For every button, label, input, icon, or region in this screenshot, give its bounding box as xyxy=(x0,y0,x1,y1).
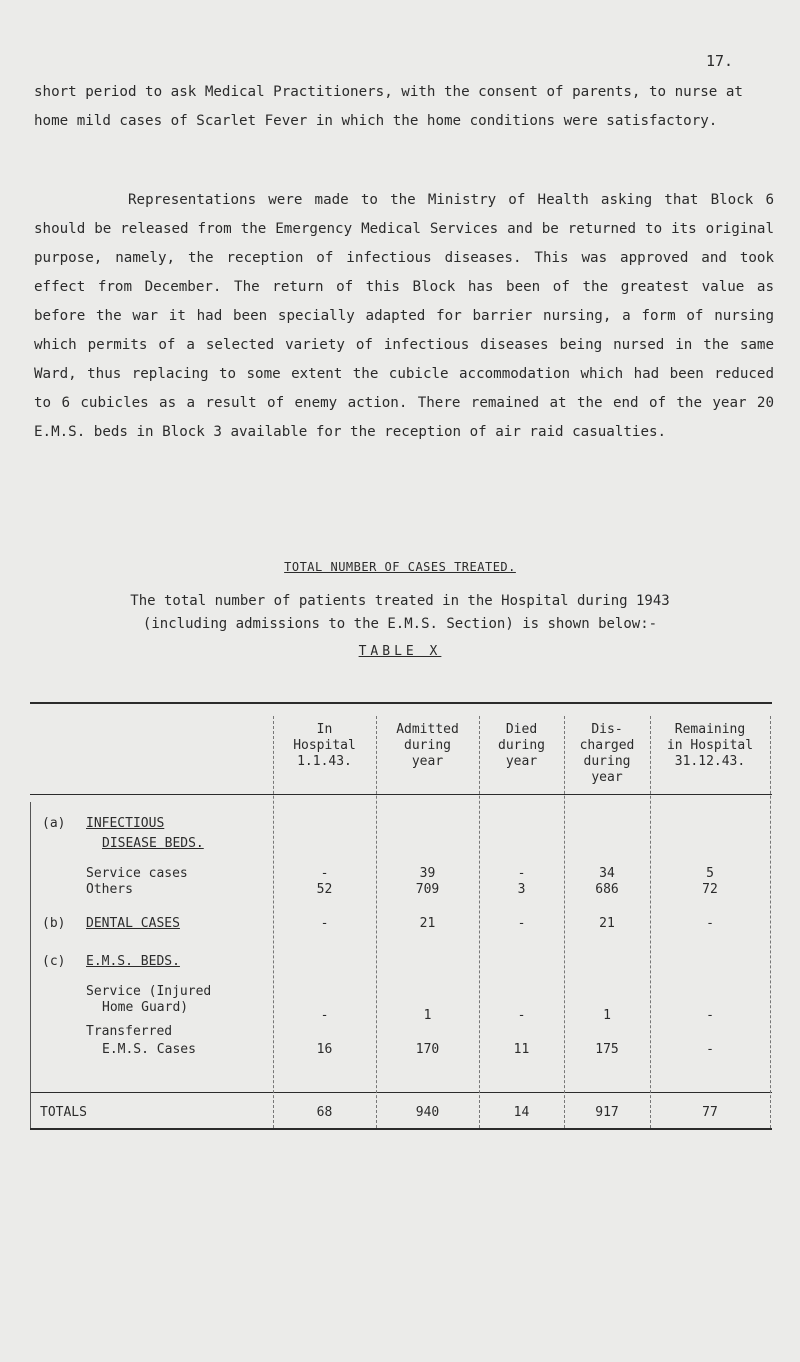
intro-line-2: (including admissions to the E.M.S. Section) is shown below:- xyxy=(142,616,658,632)
intro-line-1: The total number of patients treated in the Hospital during 1943 xyxy=(130,593,670,609)
table-left-border xyxy=(30,802,31,1128)
table-intro xyxy=(0,590,800,636)
row-label-line1: Transferred xyxy=(86,1024,173,1039)
table-right-border xyxy=(770,716,771,1128)
section-b-prefix: (b) xyxy=(42,916,66,931)
header-died: Died during year xyxy=(498,722,545,769)
header-in-hospital: In Hospital 1.1.43. xyxy=(293,722,356,769)
header-remaining: Remaining in Hospital 31.12.43. xyxy=(666,722,754,769)
header-admitted: Admitted during year xyxy=(396,722,459,769)
section-a-title-line1: INFECTIOUS xyxy=(86,816,165,831)
paragraph-scarlet-fever: short period to ask Medical Practitioners, with the consent of parents, to nurse at home mild cases of Scarlet Fever in which the home conditions were satisfactory. xyxy=(34,84,743,129)
totals-top-rule xyxy=(30,1092,772,1093)
section-heading: TOTAL NUMBER OF CASES TREATED. xyxy=(284,560,516,574)
paragraph-block-6: Representations were made to the Ministry of Health asking that Block 6 should be released from the Emergency Medical Services and be returned to its original purpose, namely, the reception of infectious diseases. This was approved and took effect from December. The return of this Block has been of the greatest value as before the war it had been specially adapted for barrier nursing, a form of nursing which permits of a selected variety of infectious diseases being nursed in the same Ward, thus replacing to some extent the cubicle accommodation which had been reduced to 6 cubicles as a result of enemy action. There remained at the end of the year 20 E.M.S. beds in Block 3 available for the reception of air raid casualties. xyxy=(34,192,774,440)
section-c-title: E.M.S. BEDS. xyxy=(86,954,180,969)
section-a-title-line2: DISEASE BEDS. xyxy=(102,836,204,851)
table-bottom-rule xyxy=(30,1128,772,1130)
table-label: TABLE X xyxy=(358,644,442,659)
row-label: Others xyxy=(86,882,133,897)
totals-label: TOTALS xyxy=(40,1105,87,1120)
section-b-title: DENTAL CASES xyxy=(86,916,180,931)
row-label: Service cases xyxy=(86,866,188,881)
row-label-line1: Service (Injured xyxy=(86,984,212,999)
row-label-line2: Home Guard) xyxy=(102,1000,189,1015)
section-a-prefix: (a) xyxy=(42,816,66,831)
header-discharged: Dis- charged during year xyxy=(579,722,635,785)
header-rule xyxy=(30,794,772,795)
cases-table: In Hospital 1.1.43. Admitted during year Died during year Dis- charged during year Remaining in Hospital 31.12.43. (a) INFECTIOUS DISEASE BEDS. Service cases - 39 - 34 5 Others 52 709 3 686 72 (b) DENTAL CASES - 21 - 21 - (c) E.M.S. BEDS. Service (Injured Home Guard) - 1 - 1 - Transferred E.M.S. Cases 16 170 11 175 - TOTALS 68 940 14 917 77 xyxy=(30,702,772,1132)
table-top-rule xyxy=(30,702,772,704)
section-c-prefix: (c) xyxy=(42,954,66,969)
page-number: 17. xyxy=(706,52,734,70)
row-label-line2: E.M.S. Cases xyxy=(102,1042,196,1057)
